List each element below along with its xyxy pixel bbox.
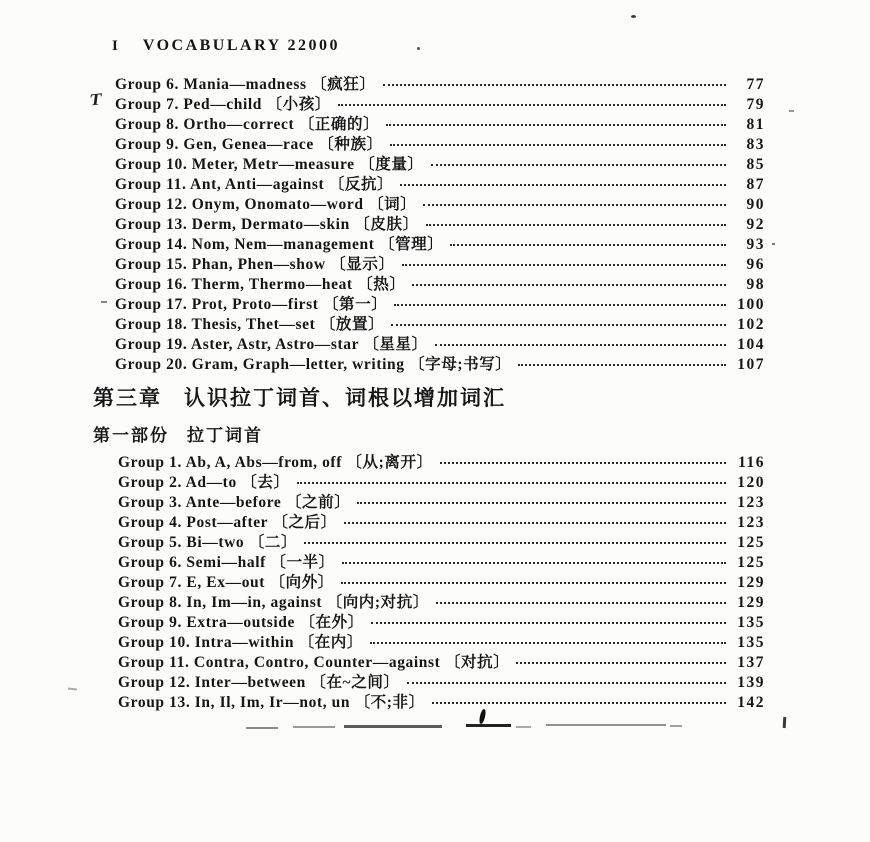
toc-entry-page: 87: [746, 176, 765, 193]
toc-entry: [118, 650, 765, 670]
toc-entry-label: Group 16. Therm, Thermo—heat 〔热〕: [115, 276, 406, 293]
toc-entry: [115, 252, 765, 272]
toc-entry-page: 123: [737, 494, 765, 511]
chapter-title: 认识拉丁词首、词根以增加词汇: [184, 387, 506, 410]
toc-entry-label: Group 7. E, Ex—out 〔向外〕: [118, 574, 334, 591]
dot-leader: [297, 482, 726, 484]
toc-entry-label: Group 10. Intra—within 〔在内〕: [118, 634, 363, 651]
toc-entry: [118, 450, 765, 470]
toc-entry-page: 100: [737, 296, 765, 313]
toc-entry-label: Group 4. Post—after 〔之后〕: [118, 514, 337, 531]
toc-entry-label: Group 11. Contra, Contro, Counter—against 〔对抗〕: [118, 654, 510, 671]
page-header: [112, 37, 340, 55]
scan-artifact: [783, 717, 786, 728]
book-title: VOCABULARY 22000: [142, 37, 341, 54]
section-heading: [93, 421, 263, 446]
dot-leader: [391, 324, 726, 326]
scan-artifact: [670, 725, 682, 727]
toc-entry-page: 104: [737, 336, 765, 353]
toc-entry-page: 93: [746, 236, 765, 253]
dot-leader: [344, 522, 726, 524]
toc-entry-page: 137: [737, 654, 765, 671]
toc-entry-label: Group 6. Semi—half 〔一半〕: [118, 554, 335, 571]
dot-leader: [402, 264, 726, 266]
toc-entry-page: 135: [737, 634, 765, 651]
toc-entry-label: Group 13. In, Il, Im, Ir—not, un 〔不;非〕: [118, 694, 425, 711]
toc-entry-page: 79: [746, 96, 765, 113]
scan-artifact: [772, 243, 775, 245]
toc-greek-roots: [115, 72, 765, 372]
toc-entry: [115, 292, 765, 312]
dot-leader: [440, 462, 726, 464]
toc-entry: [118, 510, 765, 530]
toc-entry-page: 135: [737, 614, 765, 631]
toc-entry: [118, 550, 765, 570]
toc-entry-label: Group 19. Aster, Astr, Astro—star 〔星星〕: [115, 336, 428, 353]
dot-leader: [383, 84, 727, 86]
toc-entry: [115, 152, 765, 172]
toc-entry-page: 102: [737, 316, 765, 333]
toc-entry-page: 120: [737, 474, 765, 491]
scan-artifact: [344, 725, 442, 728]
toc-entry: [115, 352, 765, 372]
toc-entry-page: 96: [746, 256, 765, 273]
toc-entry-label: Group 6. Mania—madness 〔疯狂〕: [115, 76, 376, 93]
dot-leader: [394, 304, 726, 306]
toc-entry: [118, 530, 765, 550]
scan-artifact: [246, 727, 278, 729]
scan-artifact: [789, 110, 794, 112]
toc-entry-label: Group 13. Derm, Dermato—skin 〔皮肤〕: [115, 216, 419, 233]
toc-entry-label: Group 18. Thesis, Thet—set 〔放置〕: [115, 316, 385, 333]
toc-entry: [118, 610, 765, 630]
toc-entry: [115, 212, 765, 232]
toc-entry-label: Group 9. Gen, Genea—race 〔种族〕: [115, 136, 383, 153]
toc-entry-label: Group 12. Onym, Onomato—word 〔词〕: [115, 196, 417, 213]
toc-entry: [115, 112, 765, 132]
toc-entry-page: 90: [746, 196, 765, 213]
toc-entry-label: Group 14. Nom, Nem—management 〔管理〕: [115, 236, 444, 253]
toc-entry: [115, 312, 765, 332]
scan-artifact: [516, 726, 531, 728]
toc-entry-label: Group 10. Meter, Metr—measure 〔度量〕: [115, 156, 424, 173]
toc-entry: [118, 670, 765, 690]
dot-leader: [432, 702, 726, 704]
toc-entry: [115, 232, 765, 252]
toc-entry-label: Group 8. In, Im—in, against 〔向内;对抗〕: [118, 594, 429, 611]
toc-entry: [118, 570, 765, 590]
dot-leader: [390, 144, 726, 146]
scan-artifact: [68, 687, 77, 690]
toc-entry-page: 98: [746, 276, 765, 293]
toc-entry-label: Group 9. Extra—outside 〔在外〕: [118, 614, 364, 631]
toc-entry-label: Group 7. Ped—child 〔小孩〕: [115, 96, 331, 113]
toc-entry: [115, 332, 765, 352]
toc-entry-label: Group 11. Ant, Anti—against 〔反抗〕: [115, 176, 394, 193]
toc-entry: [118, 590, 765, 610]
scan-artifact: [631, 15, 636, 18]
toc-entry-page: 81: [746, 116, 765, 133]
toc-latin-prefixes: [118, 450, 765, 710]
toc-entry: [115, 192, 765, 212]
dot-leader: [357, 502, 726, 504]
toc-entry: [115, 132, 765, 152]
scan-artifact: [293, 726, 335, 728]
dot-leader: [371, 622, 726, 624]
dot-leader: [431, 164, 726, 166]
dot-leader: [435, 344, 726, 346]
toc-entry-page: 85: [746, 156, 765, 173]
toc-entry-page: 125: [737, 554, 765, 571]
dot-leader: [400, 184, 726, 186]
dot-leader: [386, 124, 726, 126]
toc-entry-label: Group 3. Ante—before 〔之前〕: [118, 494, 351, 511]
toc-entry: [118, 690, 765, 710]
scan-artifact: [417, 47, 420, 50]
dot-leader: [423, 204, 726, 206]
dot-leader: [341, 582, 726, 584]
dot-leader: [516, 662, 726, 664]
dot-leader: [370, 642, 726, 644]
dot-leader: [436, 602, 726, 604]
toc-entry: [115, 72, 765, 92]
dot-leader: [338, 104, 726, 106]
toc-entry-label: Group 1. Ab, A, Abs—from, off 〔从;离开〕: [118, 454, 433, 471]
scan-artifact: [466, 724, 511, 727]
toc-entry-page: 123: [737, 514, 765, 531]
toc-entry: [118, 630, 765, 650]
pen-mark: T: [88, 89, 103, 110]
scan-artifact: [101, 301, 107, 303]
toc-entry-page: 139: [737, 674, 765, 691]
toc-entry: [115, 272, 765, 292]
chapter-number: 第三章: [93, 387, 162, 410]
toc-entry: [118, 470, 765, 490]
scan-artifact: [546, 724, 666, 726]
dot-leader: [407, 682, 726, 684]
dot-leader: [412, 284, 726, 286]
section-number: 第一部份: [93, 426, 169, 445]
toc-entry-page: 116: [738, 454, 765, 471]
dot-leader: [518, 364, 726, 366]
toc-entry-label: Group 8. Ortho—correct 〔正确的〕: [115, 116, 380, 133]
dot-leader: [342, 562, 726, 564]
dot-leader: [426, 224, 726, 226]
toc-entry-label: Group 17. Prot, Proto—first 〔第一〕: [115, 296, 388, 313]
section-title: 拉丁词首: [187, 426, 263, 445]
toc-entry: [118, 490, 765, 510]
dot-leader: [450, 244, 726, 246]
scan-artifact: [478, 709, 486, 725]
toc-entry-label: Group 15. Phan, Phen—show 〔显示〕: [115, 256, 395, 273]
toc-entry-label: Group 12. Inter—between 〔在~之间〕: [118, 674, 400, 691]
volume-numeral: I: [112, 38, 119, 54]
toc-entry-page: 129: [737, 574, 765, 591]
toc-entry: [115, 92, 765, 112]
chapter-heading: [93, 382, 506, 412]
toc-entry-label: Group 5. Bi—two 〔二〕: [118, 534, 298, 551]
toc-entry-page: 77: [746, 76, 765, 93]
toc-entry-page: 125: [737, 534, 765, 551]
toc-entry-page: 92: [746, 216, 765, 233]
toc-entry-page: 83: [746, 136, 765, 153]
toc-entry-page: 107: [737, 356, 765, 373]
toc-entry-page: 129: [737, 594, 765, 611]
toc-entry-label: Group 20. Gram, Graph—letter, writing 〔字母;书写〕: [115, 356, 512, 373]
toc-entry: [115, 172, 765, 192]
dot-leader: [304, 542, 726, 544]
toc-entry-label: Group 2. Ad—to 〔去〕: [118, 474, 290, 491]
toc-entry-page: 142: [737, 694, 765, 711]
